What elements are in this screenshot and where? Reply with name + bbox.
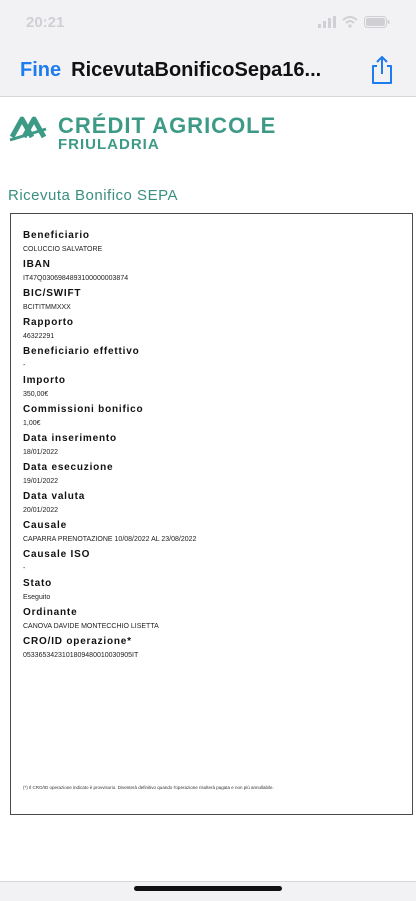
receipt-fields xyxy=(23,230,402,665)
status-time: 20:21 xyxy=(26,13,65,31)
field-label: Commissioni bonifico xyxy=(23,404,144,415)
field-value: 19/01/2022 xyxy=(23,478,59,485)
credit-agricole-logo-icon xyxy=(8,115,50,143)
document-page[interactable] xyxy=(0,96,416,882)
receipt-field xyxy=(23,404,402,433)
done-button[interactable]: Fine xyxy=(20,58,62,81)
field-label: Rapporto xyxy=(23,317,74,328)
field-label: Beneficiario effettivo xyxy=(23,346,140,357)
field-label: IBAN xyxy=(23,259,51,270)
receipt-field xyxy=(23,462,402,491)
field-value: 0533653423101809480010030905IT xyxy=(23,652,139,659)
share-icon xyxy=(370,55,394,85)
receipt-field xyxy=(23,259,402,288)
receipt-field xyxy=(23,607,402,636)
receipt-field xyxy=(23,433,402,462)
field-value: Eseguito xyxy=(23,594,51,601)
field-label: Data esecuzione xyxy=(23,462,114,473)
signal-icon xyxy=(318,16,336,28)
field-label: BIC/SWIFT xyxy=(23,288,82,299)
brand-subname: FRIULADRIA xyxy=(58,136,160,153)
field-value: BCITITMMXXX xyxy=(23,304,71,311)
nav-bar xyxy=(0,44,416,96)
receipt-field xyxy=(23,549,402,578)
field-label: Stato xyxy=(23,578,52,589)
bottom-bar xyxy=(0,881,416,901)
field-value: 1,00€ xyxy=(23,420,41,427)
field-value: CANOVA DAVIDE MONTECCHIO LISETTA xyxy=(23,623,159,630)
field-value: 46322291 xyxy=(23,333,55,340)
field-label: Data inserimento xyxy=(23,433,117,444)
bank-logo xyxy=(8,115,276,152)
receipt-field xyxy=(23,491,402,520)
field-value: 350,00€ xyxy=(23,391,49,398)
home-indicator[interactable] xyxy=(134,886,282,891)
field-value: IT47Q0306984893100000003874 xyxy=(23,275,129,282)
field-label: Causale ISO xyxy=(23,549,91,560)
field-value: 20/01/2022 xyxy=(23,507,59,514)
document-title: Ricevuta Bonifico SEPA xyxy=(8,187,178,204)
field-value: - xyxy=(23,362,26,369)
field-label: Data valuta xyxy=(23,491,86,502)
receipt-field xyxy=(23,346,402,375)
receipt-field xyxy=(23,520,402,549)
field-label: Ordinante xyxy=(23,607,78,618)
field-label: Causale xyxy=(23,520,67,531)
status-bar xyxy=(0,0,416,44)
receipt-field xyxy=(23,375,402,404)
wifi-icon xyxy=(342,16,358,28)
receipt-field xyxy=(23,230,402,259)
field-value: COLUCCIO SALVATORE xyxy=(23,246,103,253)
battery-icon xyxy=(364,16,390,28)
field-label: Importo xyxy=(23,375,66,386)
brand-name: CRÉDIT AGRICOLE xyxy=(58,113,277,138)
field-label: CRO/ID operazione* xyxy=(23,636,132,647)
field-value: 18/01/2022 xyxy=(23,449,59,456)
receipt-field xyxy=(23,636,402,665)
document-filename: RicevutaBonificoSepa16... xyxy=(71,58,322,81)
field-value: - xyxy=(23,565,26,572)
field-value: CAPARRA PRENOTAZIONE 10/08/2022 AL 23/08/2022 xyxy=(23,536,197,543)
receipt-field xyxy=(23,288,402,317)
receipt-field xyxy=(23,317,402,346)
share-button[interactable] xyxy=(368,54,396,86)
status-icons xyxy=(318,16,390,28)
receipt-box xyxy=(10,213,413,815)
receipt-field xyxy=(23,578,402,607)
footnote: (*) Il CRO/ID operazione indicato è provvisorio. Diventerà definitivo quando l'operazione risulterà pagata e non più annullabile. xyxy=(23,785,274,790)
field-label: Beneficiario xyxy=(23,230,90,241)
